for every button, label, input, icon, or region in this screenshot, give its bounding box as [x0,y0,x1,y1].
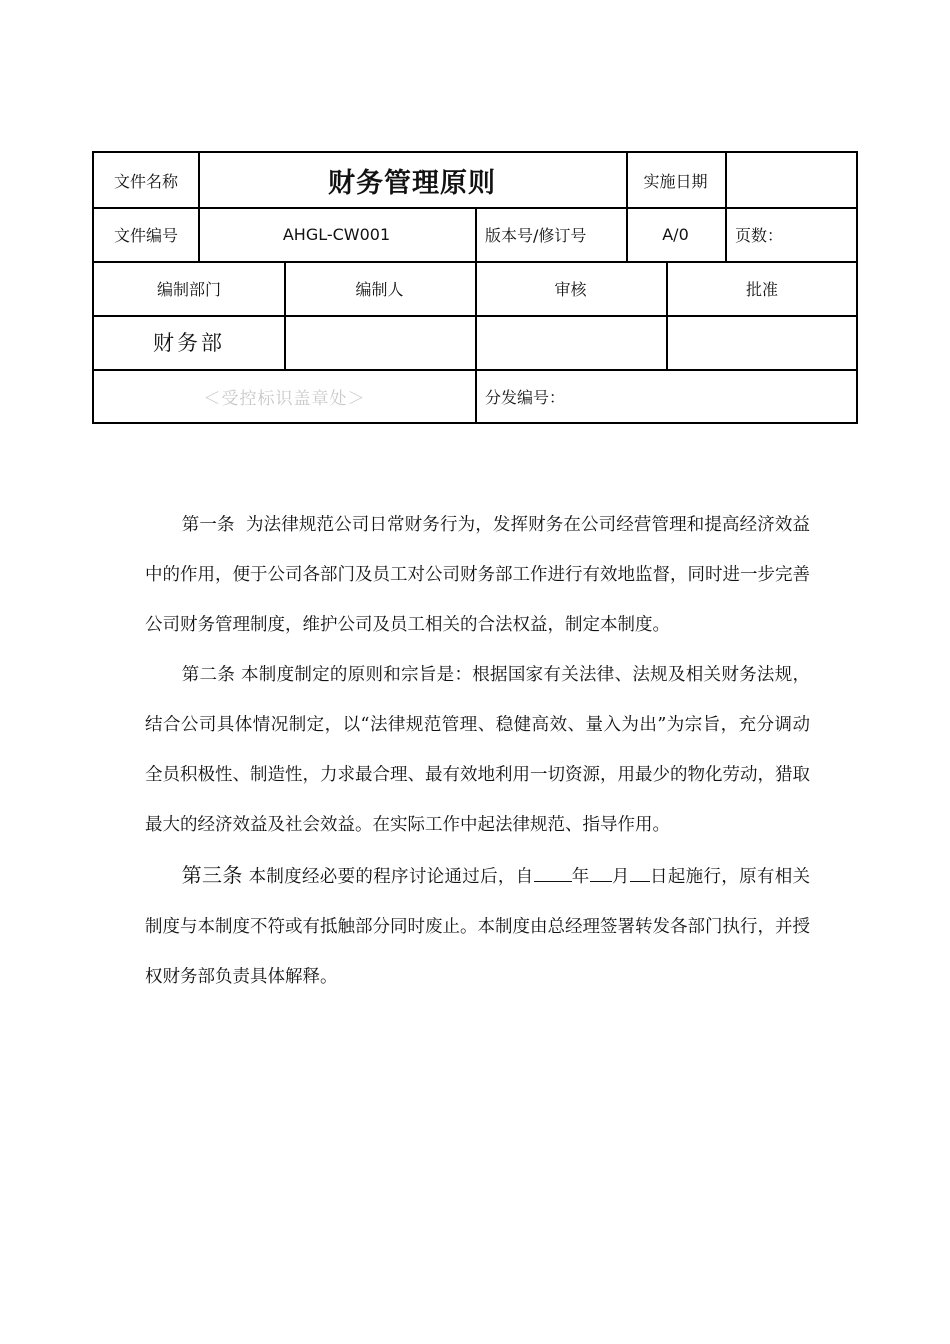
pages-label: 页数： [735,225,784,245]
article-3-year: 年 [571,867,590,887]
document-header-table [92,151,858,424]
prepared-dept-label: 编制部门 [156,279,221,299]
version-value: A/0 [662,224,689,244]
article-3-month: 月 [611,867,630,887]
article-1-text: 为法律规范公司日常财务行为，发挥财务在公司经营管理和提高经济效益中的作用，便于公司各部门及员工对公司财务部工作进行有效地监督，同时进一步完善公司财务管理制度，维护公司及员工相关的合法权益，制定本制度。 [145,515,810,635]
version-label: 版本号/修订号 [485,225,587,245]
article-2-text: 本制度制定的原则和宗旨是：根据国家有关法律、法规及相关财务法规，结合公司具体情况制定，以“法律规范管理、稳健高效、量入为出”为宗旨，充分调动全员积极性、制造性，力求最合理、最有效地利用一切资源，用最少的物化劳动，猎取最大的经济效益及社会效益。在实际工作中起法律规范、指导作用。 [145,665,810,835]
day-blank [630,864,650,883]
effective-date-value [725,153,858,207]
article-2-heading: 第二条 [181,665,236,685]
effective-date-label: 实施日期 [643,171,708,191]
document-body [145,500,810,1002]
file-no-value: AHGL-CW001 [282,224,391,244]
month-blank [590,864,612,883]
approved-label: 批准 [745,279,778,299]
article-1-heading: 第一条 [181,515,235,535]
article-1 [145,500,810,650]
reviewed-label: 审核 [554,279,587,299]
document-title: 财务管理原则 [328,167,496,199]
stamp-placeholder: ＜受控标识盖章处＞ [203,389,366,409]
year-blank [534,864,572,883]
approved-by-value [666,315,858,369]
file-no-label: 文件编号 [113,225,178,245]
article-2 [145,650,810,850]
reviewed-by-value [475,315,666,369]
article-3-heading: 第三条 [181,863,243,887]
prepared-by-label: 编制人 [355,279,404,299]
file-name-label: 文件名称 [113,171,178,191]
article-3 [145,850,810,1002]
distribution-label: 分发编号： [485,388,566,407]
col-divider [475,207,477,261]
article-3-day-text: 日起施行，原有相关制度与本制度不符或有抵触部分同时废止。本制度由总经理签署转发各部门执行，并授权财务部负责具体解释。 [145,867,811,987]
prepared-dept-value: 财务部 [153,331,225,355]
prepared-by-value [284,315,475,369]
article-3-text-before: 本制度经必要的程序讨论通过后，自 [248,867,534,887]
